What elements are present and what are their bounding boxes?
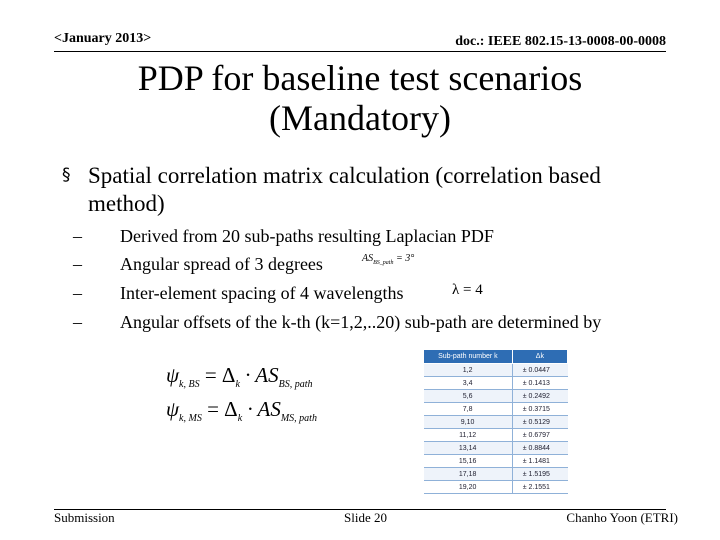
- slide-title-line-1: PDP for baseline test scenarios: [137, 58, 583, 98]
- psi-subscript: k, MS: [179, 413, 202, 425]
- table-cell-subpath: 1,2: [424, 364, 513, 377]
- table-row: [424, 429, 568, 442]
- sub-bullet-text: Derived from 20 sub-paths resulting Laplacian PDF: [120, 226, 494, 246]
- table-row: [424, 455, 568, 468]
- table-cell-subpath: 3,4: [424, 377, 513, 390]
- table-cell-subpath: 5,6: [424, 390, 513, 403]
- table-cell-delta: ± 0.0447: [512, 364, 567, 377]
- table-cell-delta: ± 0.8844: [512, 442, 567, 455]
- psi-symbol: ψ: [166, 397, 180, 421]
- as-term-subscript: BS, path: [278, 379, 313, 391]
- sub-bullet-text: Angular offsets of the k-th (k=1,2,..20) sub-path are determined by: [120, 312, 602, 332]
- table-row: [424, 390, 568, 403]
- table-row: [424, 481, 568, 494]
- table-row: [424, 377, 568, 390]
- table-cell-subpath: 17,18: [424, 468, 513, 481]
- table-cell-delta: ± 0.1413: [512, 377, 567, 390]
- as-symbol: AS: [362, 253, 374, 264]
- table-cell-delta: ± 0.3715: [512, 403, 567, 416]
- table-cell-subpath: 11,12: [424, 429, 513, 442]
- table-row: [424, 468, 568, 481]
- table-cell-delta: ± 0.6797: [512, 429, 567, 442]
- table-cell-delta: ± 1.5195: [512, 468, 567, 481]
- table-header-row: [424, 350, 568, 364]
- delta-subscript: k: [235, 379, 240, 391]
- psi-symbol: ψ: [166, 363, 180, 387]
- slide-title-line-2: (Mandatory): [269, 98, 451, 138]
- header-date: <January 2013>: [54, 31, 152, 46]
- equation-bs: [166, 363, 313, 390]
- footer-submission: Submission: [54, 510, 115, 525]
- table-cell-subpath: 15,16: [424, 455, 513, 468]
- sub-bullet-text: Inter-element spacing of 4 wavelengths: [120, 283, 404, 303]
- bullet-marker-icon: §: [62, 165, 71, 185]
- delta-subscript: k: [237, 413, 243, 425]
- lambda-formula: λ = 4: [452, 282, 483, 298]
- sub-bullet-text: Angular spread of 3 degrees: [120, 254, 323, 274]
- as-value: = 3°: [395, 253, 415, 264]
- table-cell-subpath: 9,10: [424, 416, 513, 429]
- table-row: [424, 364, 568, 377]
- delta-term: = Δ: [204, 363, 236, 387]
- table-cell-delta: ± 2.1551: [512, 481, 567, 494]
- table-row: [424, 403, 568, 416]
- header-doc-number: doc.: IEEE 802.15-13-0008-00-0008: [455, 34, 666, 49]
- table-row: [424, 416, 568, 429]
- table-row: [424, 442, 568, 455]
- as-subscript: BS_path: [373, 260, 394, 266]
- sub-bullet-dash: –: [73, 226, 82, 246]
- slide-title: [60, 58, 660, 138]
- table-cell-subpath: 7,8: [424, 403, 513, 416]
- table-cell-delta: ± 1.1481: [512, 455, 567, 468]
- table-cell-delta: ± 0.5129: [512, 416, 567, 429]
- equation-ms: [166, 397, 317, 424]
- footer-slide-number: Slide 20: [344, 510, 387, 525]
- header-rule: [54, 51, 666, 52]
- sub-bullet-dash: –: [73, 283, 82, 303]
- delta-term: = Δ: [207, 397, 238, 421]
- as-term: · AS: [242, 397, 281, 421]
- table-header-subpath: Sub-path number k: [424, 350, 513, 364]
- table-header-delta: Δk: [512, 350, 567, 364]
- sub-bullet-dash: –: [73, 254, 82, 274]
- table-cell-delta: ± 0.2492: [512, 390, 567, 403]
- main-bullet-text: Spatial correlation matrix calculation (correlation based method): [88, 163, 601, 216]
- subpath-offset-table: [423, 349, 568, 494]
- table-cell-subpath: 13,14: [424, 442, 513, 455]
- table-cell-subpath: 19,20: [424, 481, 513, 494]
- footer-author: Chanho Yoon (ETRI): [566, 510, 678, 525]
- sub-bullet-dash: –: [73, 312, 82, 332]
- psi-subscript: k, BS: [179, 379, 200, 391]
- as-term-subscript: MS, path: [280, 413, 317, 425]
- angular-spread-formula: [362, 253, 414, 266]
- as-term: · AS: [239, 363, 279, 387]
